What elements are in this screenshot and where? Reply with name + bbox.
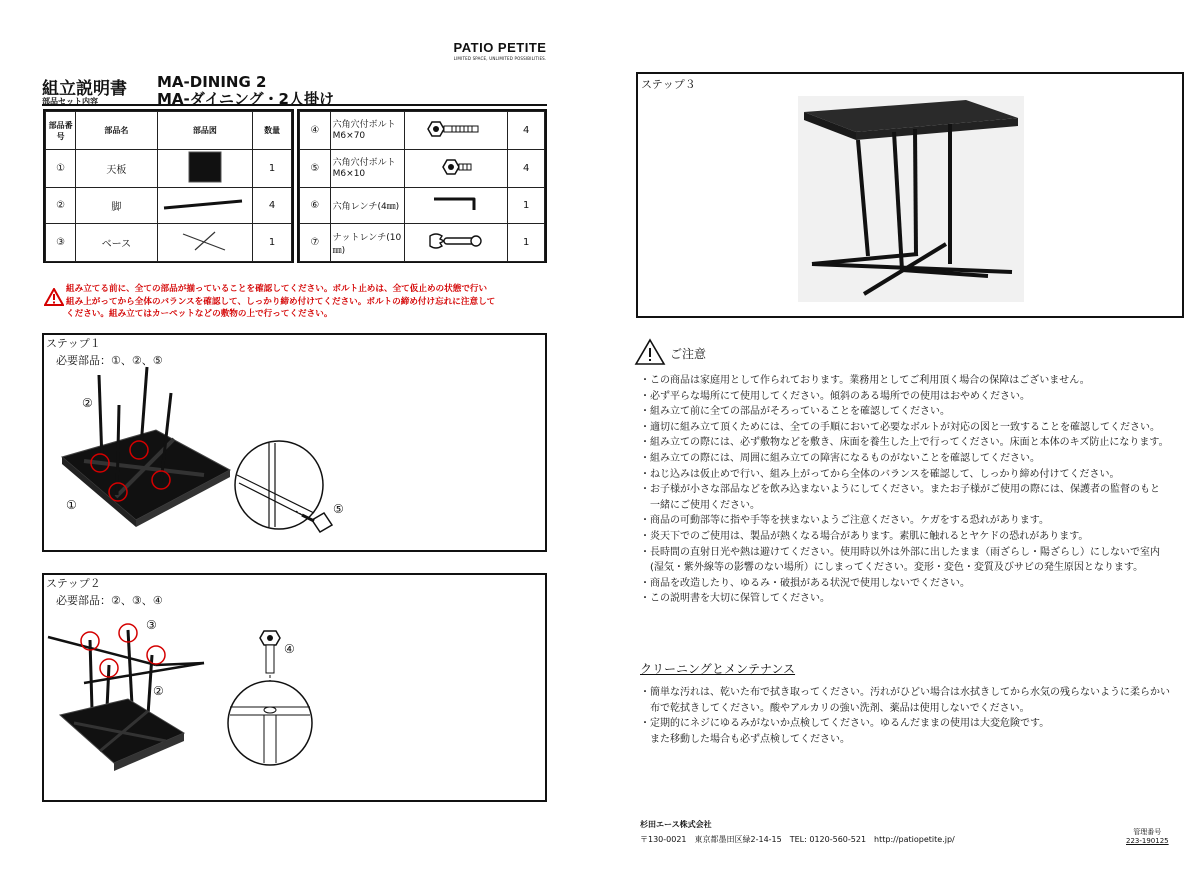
col-header-qty: 数量 — [253, 112, 292, 150]
caution-icon — [634, 338, 666, 366]
warning-icon — [44, 288, 64, 306]
bolt-70-figure — [405, 112, 508, 150]
step1-required: 必要部品：①、②、⑤ — [56, 354, 163, 367]
warning-line: ください。組み立てはカーペットなどの敷物の上で行ってください。 — [66, 309, 333, 320]
col-header-figure: 部品図 — [157, 112, 253, 150]
step2-required: 必要部品：②、③、④ — [56, 594, 163, 607]
model-line2: MA-ダイニング・2人掛け — [157, 90, 334, 108]
part-qty: 4 — [253, 188, 292, 224]
step2-callout-legs: ② — [153, 684, 164, 698]
caution-list — [640, 373, 1180, 607]
step1-callout-legs: ② — [82, 396, 93, 410]
list-item: ・この商品は家庭用として作られております。業務用としてご利用頂く場合の保障はございません。 — [640, 375, 1090, 386]
part-qty: 1 — [253, 150, 292, 188]
bolt-10-figure — [405, 150, 508, 188]
part-num: ④ — [300, 112, 331, 150]
part-num: ⑥ — [300, 188, 331, 224]
step2-label: ステップ２ — [46, 577, 101, 590]
part-name: 天板 — [76, 150, 157, 188]
step1-label: ステップ１ — [46, 337, 101, 350]
table-row — [46, 150, 292, 188]
model-name — [157, 74, 334, 108]
warning-line: 組み上がってから全体のバランスを確認して、しっかり締め付けてください。ボルトの締め付け忘れに注意して — [66, 296, 496, 307]
brand-name: PATIO PETITE — [453, 40, 547, 55]
list-item: ・適切に組み立て頂くためには、全ての手順において必要なボルトが対応の図と一致することを確認してください。 — [640, 421, 1160, 433]
list-item: ・組み立ての際には、周囲に組み立ての障害になるものがないことを確認してください。 — [640, 452, 1040, 464]
brand-logo — [452, 40, 548, 61]
list-item: また移動した場合も必ず点検してください。 — [640, 733, 850, 745]
list-item: ・長時間の直射日光や熱は避けてください。使用時以外は外部に出したまま（雨ざらし・陽ざらし）にしないで室内 — [640, 546, 1160, 558]
part-num: ① — [46, 150, 76, 188]
doc-title: 組立説明書 — [42, 79, 127, 99]
management-number — [1126, 827, 1169, 845]
list-item: ・組み立ての際には、必ず敷物などを敷き、床面を養生した上で行ってください。床面と本体のキズ防止になります。 — [640, 437, 1169, 449]
list-item: ・炎天下でのご使用は、製品が熱くなる場合があります。素肌に触れるとヤケドの恐れがあります。 — [640, 530, 1089, 542]
part-spec: M6×10 — [332, 168, 366, 179]
table-row — [300, 150, 545, 188]
warning-text — [66, 283, 546, 321]
cleaning-list — [640, 685, 1185, 747]
tabletop-figure — [157, 150, 253, 188]
company-address: 〒130-0021 東京都墨田区緑2-14-15 TEL: 0120-560-521 http://patiopetite.jp/ — [640, 835, 955, 844]
step1-callout-bolt: ⑤ — [333, 502, 344, 516]
part-num: ② — [46, 188, 76, 224]
list-item: ・定期的にネジにゆるみがないか点検してください。ゆるんだままの使用は大変危険です。 — [640, 718, 1050, 730]
step2-callout-base: ③ — [146, 618, 157, 632]
cleaning-title: クリーニングとメンテナンス — [640, 662, 796, 676]
table-row — [46, 188, 292, 224]
part-spec: M6×70 — [332, 130, 366, 141]
step1-callout-top: ① — [66, 498, 77, 512]
part-qty: 4 — [508, 112, 545, 150]
part-name-cell — [330, 150, 404, 188]
list-item: ・この説明書を大切に保管してください。 — [640, 593, 830, 605]
list-item: ・必ず平らな場所にて使用してください。傾斜のある場所での使用はおやめください。 — [640, 390, 1030, 402]
assembled-table-image — [798, 96, 1024, 302]
part-qty: 1 — [253, 224, 292, 262]
nut-wrench-figure — [405, 224, 508, 262]
caution-title: ご注意 — [670, 347, 707, 361]
part-name: 脚 — [76, 188, 157, 224]
parts-subhead: 部品セット内容 — [42, 97, 98, 106]
mgmt-label: 管理番号 — [1133, 828, 1162, 836]
list-item: ・お子様が小さな部品などを飲み込まないようにしてください。またお子様がご使用の際には、保護者の監督のもと — [640, 484, 1160, 496]
list-item: ・商品の可動部等に指や手等を挟まないようご注意ください。ケガをする恐れがあります。 — [640, 515, 1049, 527]
part-name: ベース — [76, 224, 157, 262]
parts-table-left — [45, 111, 292, 262]
list-item: ・商品を改造したり、ゆるみ・破損がある状況で使用しないでください。 — [640, 577, 970, 589]
list-item: ・組み立て前に全ての部品がそろっていることを確認してください。 — [640, 406, 950, 418]
warning-line: 組み立てる前に、全ての部品が揃っていることを確認してください。ボルト止めは、全て仮止めの状態で行い — [66, 284, 488, 294]
col-header-name: 部品名 — [76, 112, 157, 150]
brand-tagline: LIMITED SPACE, UNLIMITED POSSIBILITIES. — [453, 56, 547, 61]
part-name: ナットレンチ(10㎜) — [330, 224, 404, 262]
table-row — [300, 188, 545, 224]
part-name-cell — [330, 112, 404, 150]
part-num: ⑤ — [300, 150, 331, 188]
part-num: ⑦ — [300, 224, 331, 262]
list-item: 一緒にご使用ください。 — [640, 499, 760, 511]
part-name: 六角レンチ(4㎜) — [330, 188, 404, 224]
list-item: 布で乾拭きしてください。酸やアルカリの強い洗剤、薬品は使用しないでください。 — [640, 702, 1030, 714]
step2-callout-bolt: ④ — [284, 642, 295, 656]
part-qty: 4 — [508, 150, 545, 188]
mgmt-no: 223-190125 — [1126, 837, 1169, 845]
title-rule — [42, 104, 547, 106]
table-row — [46, 224, 292, 262]
list-item: ・ねじ込みは仮止めで行い、組み上がってから全体のバランスを確認して、しっかり締め付けてください。 — [640, 468, 1120, 480]
part-qty: 1 — [508, 188, 545, 224]
part-num: ③ — [46, 224, 76, 262]
part-name: 六角穴付ボルト — [332, 157, 396, 168]
step3-label: ステップ３ — [641, 78, 696, 91]
part-name: 六角穴付ボルト — [332, 119, 396, 130]
hex-wrench-figure — [405, 188, 508, 224]
company-name: 杉田エース株式会社 — [640, 820, 712, 829]
parts-table-right — [299, 111, 545, 262]
table-row — [300, 224, 545, 262]
col-header-num: 部品番号 — [46, 112, 76, 150]
list-item: ・簡単な汚れは、乾いた布で拭き取ってください。汚れがひどい場合は水拭きしてから水気の残らないように柔らかい — [640, 687, 1170, 698]
leg-figure — [157, 188, 253, 224]
list-item: (湿気・紫外線等の影響のない場所）にしまってください。変形・変色・変質及びサビの発生原因となります。 — [640, 562, 1144, 574]
table-row — [300, 112, 545, 150]
base-figure — [157, 224, 253, 262]
step1-illustration — [44, 335, 544, 550]
part-qty: 1 — [508, 224, 545, 262]
model-line1: MA-DINING 2 — [157, 73, 267, 91]
step2-illustration — [44, 575, 544, 800]
